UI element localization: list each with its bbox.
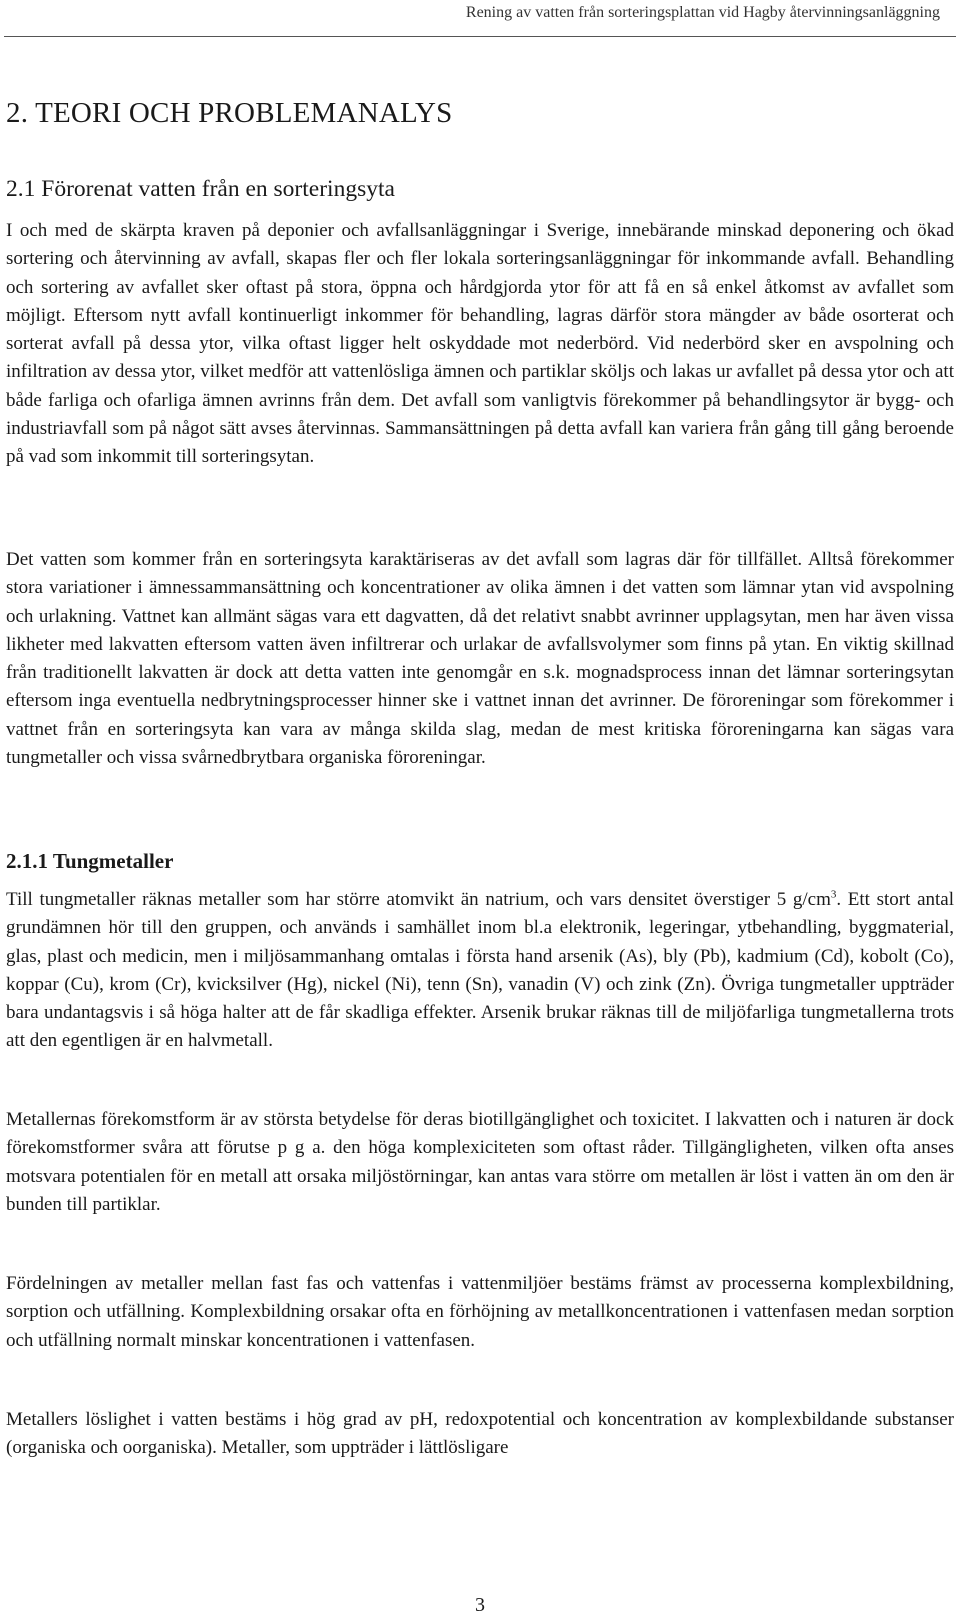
paragraph-2-1-1-p3: Fördelningen av metaller mellan fast fas och vattenfas i vattenmiljöer bestäms främst av processerna komplexbildning, sorption och utfällning. Komplexbildning orsakar ofta en förhöjning av metallkoncentrationen i vattenfasen medan sorption och utfällning normalt minskar koncentrationen i vattenfasen. <box>6 1273 954 1351</box>
paragraph-2-1-1-p4: Metallers löslighet i vatten bestäms i hög grad av pH, redoxpotential och koncentration av komplexbildande substanser (organiska och oorganiska). Metaller, som uppträder i lättlösligare <box>6 1409 954 1459</box>
paragraph-2-1-1-p1 <box>6 886 954 1056</box>
section-title-2-1-1: 2.1.1 Tungmetaller <box>6 849 174 873</box>
paragraph-2-1-1-p1-start: Till tungmetaller räknas metaller som har större atomvikt än natrium, och vars densitet överstiger 5 g/cm <box>6 889 831 910</box>
section-title-2-1: 2.1 Förorenat vatten från en sorteringsyta <box>6 176 395 202</box>
page-number: 3 <box>475 1594 485 1616</box>
paragraph-2-1-1-p2: Metallernas förekomstform är av största betydelse för deras biotillgänglighet och toxicitet. I lakvatten och i naturen är dock förekomstformer svåra att förutse p g a. den höga komplexiciteten som oftast råder. Tillgängligheten, vilken ofta anses motsvara potentialen för en metall att orsaka miljöstörningar, kan antas vara större om metallen är löst i vatten än om den är bunden till partiklar. <box>6 1109 954 1215</box>
superscript-3: 3 <box>830 888 837 901</box>
running-header: Rening av vatten från sorteringsplattan vid Hagby återvinningsanläggning <box>465 4 940 21</box>
paragraph-2-1-1-p1-end: . Ett stort antal grundämnen hör till den gruppen, och används i samhället inom bl.a elektronik, legeringar, ytbehandling, byggmaterial, glas, plast och medicin, men i miljösammanhang omtalas i första hand arsenik (As), bly (Pb), kadmium (Cd), kobolt (Co), koppar (Cu), krom (Cr), kvicksilver (Hg), nickel (Ni), tenn (Sn), vanadin (V) och zink (Zn). Övriga tungmetaller uppträder bara undantagsvis i så höga halter att de får skadliga effekter. Arsenik brukar räknas till de miljöfarliga tungmetallerna trots att den egentligen är en halvmetall. <box>6 889 954 1052</box>
header-rule <box>4 36 956 37</box>
paragraph-2-1-p2: Det vatten som kommer från en sorteringsyta karaktäriseras av det avfall som lagras där för tillfället. Alltså förekommer stora variationer i ämnessammansättning och koncentrationer av olika ämnen i det vatten som lämnar ytan vid avspolning och urlakning. Vattnet kan allmänt sägas vara ett dagvatten, då det relativt snabbt avrinner upplagsytan, men har även vissa likheter med lakvatten eftersom vatten även infiltrerar och urlakar de avfallsvolymer som finns på ytan. En viktig skillnad från traditionellt lakvatten är dock att detta vatten inte genomgår en s.k. mognadsprocess innan det lämnar sorteringsytan eftersom inga eventuella nedbrytningsprocesser hinner ske i vattnet innan det avrinner. De föroreningar som förekommer i vattnet från en sorteringsyta kan vara av många skilda slag, medan de mest kritiska föroreningarna kan sägas vara tungmetaller och vissa svårnedbrytbara organiska föroreningar. <box>6 549 954 769</box>
paragraph-2-1-p1: I och med de skärpta kraven på deponier och avfallsanläggningar i Sverige, innebärande minskad deponering och ökad sortering och återvinning av avfall, skapas fler och fler lokala sorteringsanläggningar för inkommande avfall. Behandling och sortering av avfallet sker oftast på stora, öppna och hårdgjorda ytor för att få en så enkel åtkomst av avfallet som möjligt. Eftersom nytt avfall kontinuerligt inkommer för behandling, lagras därför stora mängder av både osorterat och sorterat avfall på dessa ytor, vilka oftast ligger helt oskyddade mot nederbörd. Vid nederbörd sker en avspolning och infiltration av dessa ytor, vilket medför att vattenlösliga ämnen och partiklar sköljs och lakas ur avfallet på dessa ytor och att både farliga och ofarliga ämnen avrinns från dem. Det avfall som vanligtvis förekommer på behandlingsytor är bygg- och industriavfall som på något sätt avses återvinnas. Sammansättningen på detta avfall kan variera från gång till gång beroende på vad som inkommit till sorteringsytan. <box>6 220 954 468</box>
chapter-title: 2. TEORI OCH PROBLEMANALYS <box>6 97 453 129</box>
